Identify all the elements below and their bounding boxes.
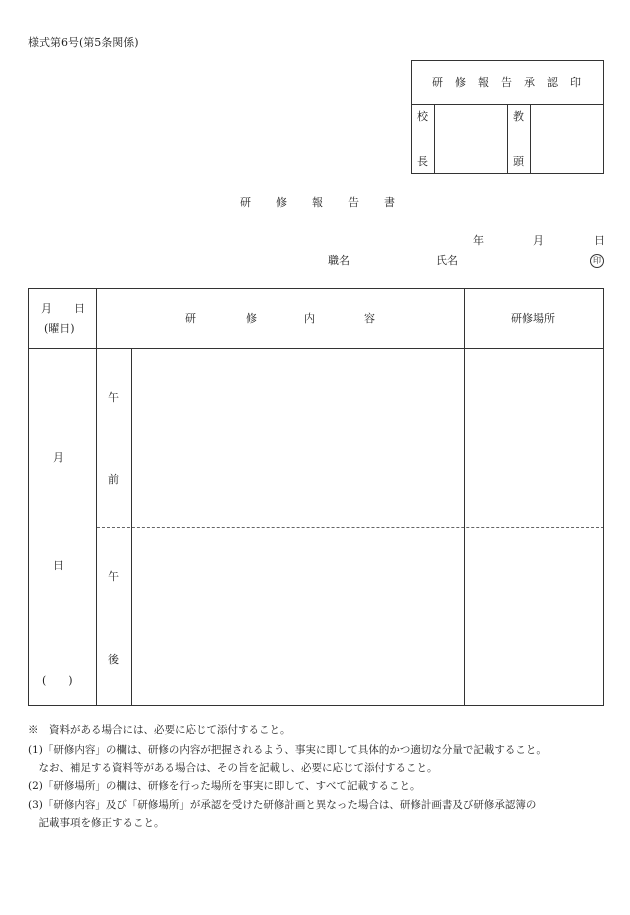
note-line: (1)「研修内容」の欄は、研修の内容が把握されるよう、事実に即して具体的かつ適切な分量で記載すること。 — [28, 744, 547, 756]
approval-title-char: 修 — [455, 76, 466, 89]
vice-principal-label-bottom: 頭 — [513, 155, 524, 168]
title-char: 報 — [312, 196, 323, 209]
date-field[interactable] — [420, 232, 603, 250]
am-content-field[interactable] — [132, 349, 464, 527]
approval-title-char: 報 — [478, 76, 489, 89]
title-char: 書 — [384, 196, 395, 209]
col-content-char: 内 — [304, 312, 315, 325]
approval-title-char: 研 — [432, 76, 443, 89]
note-line: 記載事項を修正すること。 — [28, 817, 165, 829]
title-char: 研 — [240, 196, 251, 209]
col-date-header-month: 月 — [41, 302, 52, 315]
approval-title-char: 承 — [524, 76, 535, 89]
weekday-paren: ( ) — [42, 674, 73, 687]
principal-label-top: 校 — [417, 110, 428, 123]
col-content-char: 研 — [185, 312, 196, 325]
position-label: 職名 — [328, 254, 350, 267]
month-label: 月 — [53, 451, 64, 464]
date-month-label: 月 — [533, 234, 544, 247]
seal-mark: 印 — [590, 254, 604, 268]
col-date-header-weekday: (曜日) — [44, 322, 75, 335]
note-line: (2)「研修場所」の欄は、研修を行った場所を事実に即して、すべて記載すること。 — [28, 780, 421, 792]
title-char: 告 — [348, 196, 359, 209]
vice-principal-label-top: 教 — [513, 110, 524, 123]
date-day-label: 日 — [594, 234, 605, 247]
approval-title-char: 告 — [501, 76, 512, 89]
date-cell-field[interactable] — [29, 349, 96, 705]
am-label-char: 午 — [108, 391, 119, 404]
note-line: なお、補足する資料等がある場合は、その旨を記載し、必要に応じて添付すること。 — [28, 762, 438, 774]
am-place-field[interactable] — [465, 349, 603, 527]
pm-label-char: 後 — [108, 653, 119, 666]
principal-label-bottom: 長 — [417, 155, 428, 168]
pm-content-field[interactable] — [132, 528, 464, 705]
principal-seal-field[interactable] — [435, 105, 507, 173]
col-content-char: 容 — [364, 312, 375, 325]
am-label-char: 前 — [108, 473, 119, 486]
pm-place-field[interactable] — [465, 528, 603, 705]
col-date-header-day: 日 — [74, 302, 85, 315]
form-number: 様式第6号(第5条関係) — [28, 36, 139, 49]
col-content-char: 修 — [246, 312, 257, 325]
pm-label-char: 午 — [108, 570, 119, 583]
vice-principal-seal-field[interactable] — [531, 105, 603, 173]
approval-title-char: 印 — [570, 76, 581, 89]
approval-title-char: 認 — [547, 76, 558, 89]
name-field[interactable] — [462, 252, 587, 270]
col-place-header: 研修場所 — [511, 312, 555, 325]
day-label: 日 — [53, 559, 64, 572]
name-label: 氏名 — [436, 254, 458, 267]
note-line: (3)「研修内容」及び「研修場所」が承認を受けた研修計画と異なった場合は、研修計画書及び研修承認簿の — [28, 799, 537, 811]
date-year-label: 年 — [473, 234, 484, 247]
title-char: 修 — [276, 196, 287, 209]
position-field[interactable] — [354, 252, 434, 270]
note-line: ※ 資料がある場合には、必要に応じて添付すること。 — [28, 724, 291, 736]
